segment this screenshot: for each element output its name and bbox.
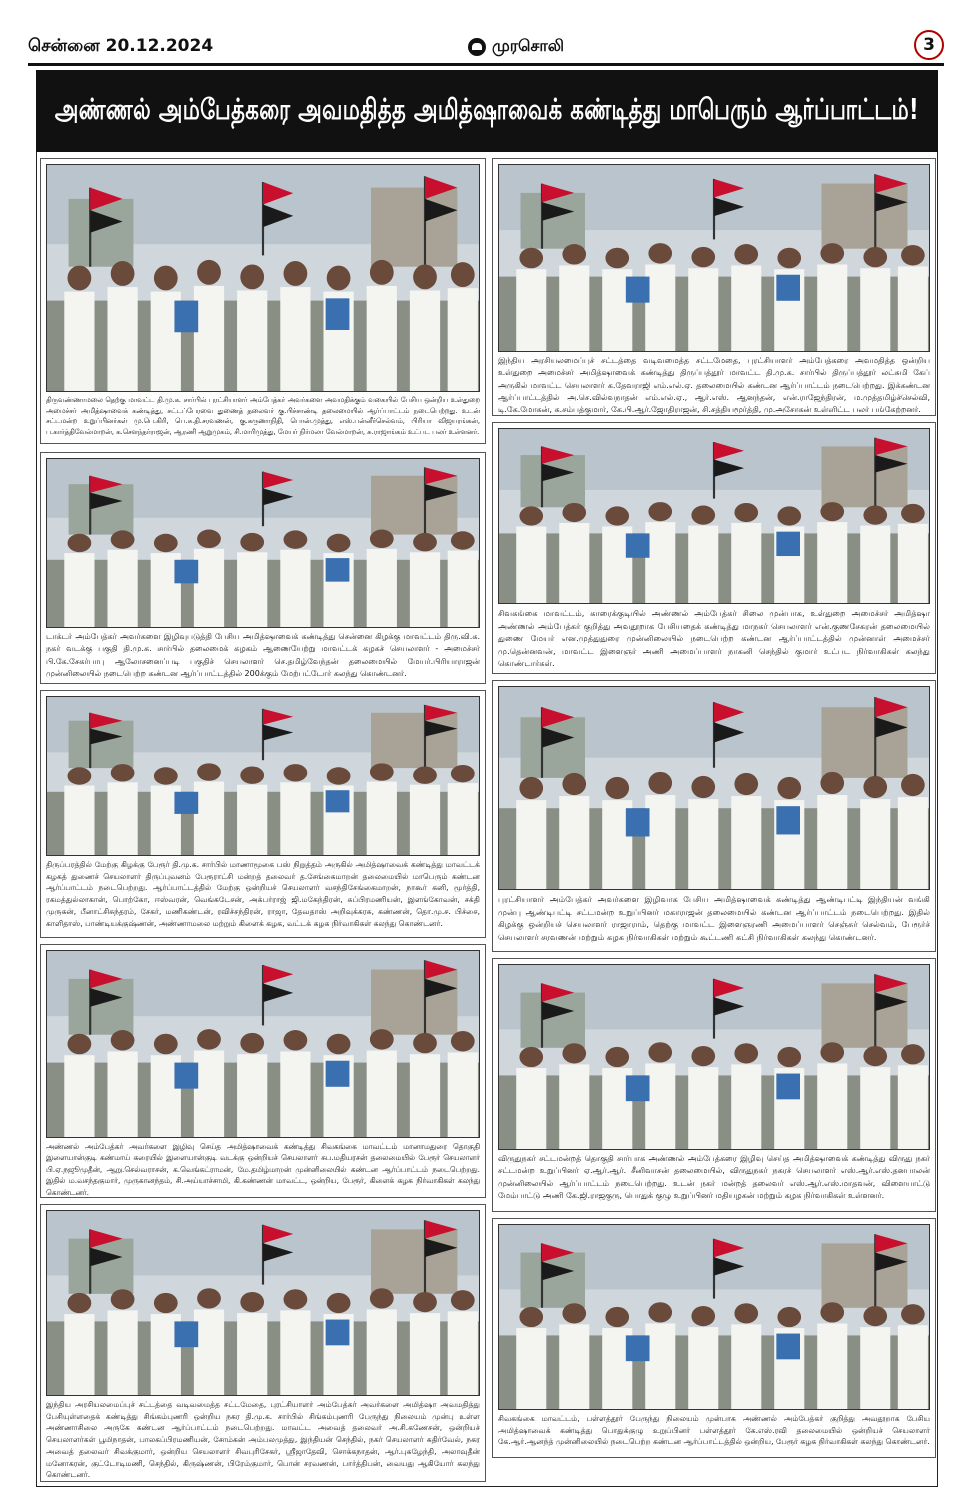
edition-date: சென்னை 20.12.2024 (28, 36, 214, 56)
newspaper-brand (468, 36, 564, 57)
protest-photo (498, 1224, 930, 1410)
headline: அண்ணல் அம்பேத்கரை அவமதித்த அமித்ஷாவைக் கண்டித்து மாபெரும் ஆர்ப்பாட்டம்! (54, 92, 920, 126)
photo-caption: இந்திய அரசியலமைப்புச் சட்டத்தை வடிவமைத்த சட்டமேதை, புரட்சியாளர் அம்பேத்கரை அவமதித்த ஒன்றிய உள்துறை அமைச்சர் அமித்ஷாவைக் கண்டித்து திருப்பத்தூர் மாவட்ட தி.மு.க. சார்பில் திருப்பத்தூர் லட்சுமி கேப் அருகில் மாவட்ட செயலாளர் க.தேவராஜி எம்.எல்.ஏ. தலைமையில் கண்டன ஆர்ப்பாட்டம் நடைபெற்றது. இக்கண்டன ஆர்ப்பாட்டத்தில் அ.செ.வில்வநாதன் எம்.எல்.ஏ., ஆர்.எஸ். ஆனந்தன், என்.ராஜேந்திரன், ம.முத்தமிழ்ச்செல்வி, டி.கே.மோகன், க.சம்பத்குமார், கே.பி.ஆர்.ஜோதிராஜன், சி.சத்தியமூர்த்தி, மு.அசோகன் உள்ளிட்ட பலர் பங்கேற்றனர். (498, 356, 930, 415)
news-photo-item (40, 452, 486, 684)
photo-caption: சிவகங்கை மாவட்டம், பள்ளத்தூர் பேருந்து நிலையம் முன்பாக அண்ணல் அம்பேத்கர் குறித்து அவதூறாக பேசிய அமித்ஷாவைக் கண்டித்து பொதுக்குழு உறுப்பினர் பள்ளத்தூர் கே.எஸ்.ரவி தலைமையில் ஒன்றியச் செயலாளர் கே.ஆர்.ஆனந்த் முன்னிலையில் நடைபெற்ற கண்டன ஆர்ப்பாட்டத்தில் ஒன்றிய, பேரூர் கழக நிர்வாகிகள் கலந்து கொண்டனர். (498, 1414, 930, 1447)
photo-caption: திருவண்ணாமலை தெற்கு மாவட்ட தி.மு.க. சார்பில் புரட்சியாளர் அம்பேத்கர் அவர்களை அவமதிக்கும் வகையில் பேசிய ஒன்றிய உள்துறை அமைச்சர் அமித்ஷாவைக் கண்டித்து, சட்டப்பேரவை துணைத் தலைவர் கு.பிச்சாண்டி தலைமையில் ஆர்ப்பாட்டம் நடைபெற்றது. உடன் சட்டமன்ற உறுப்பினர்கள் மு.பெ.கிரி, பெ.சு.தி.சரவணன், கு.கருணாநிதி, பொன்.முத்து, எஸ்.பன்னீர்செல்வம், பிரியா விஜயரங்கன், ப.கார்த்திவேல்மாறன், க.சௌந்தர்ராஜன், ஆரணி ஆறுமுகம், சி.மாரிமுத்து, மேயர் நிர்மலா வேல்மாறன், சு.ராஜாங்கம் உட்பட பலர் உள்ளனர். (46, 396, 480, 436)
news-photo-item (492, 422, 936, 674)
news-photo-item (492, 158, 936, 416)
protest-photo (46, 458, 480, 628)
news-photo-item (492, 680, 936, 952)
photo-caption: அண்ணல் அம்பேத்கர் அவர்களை இழிவு செய்த அமித்ஷாவைக் கண்டித்து சிவகங்கை மாவட்டம் மானாமதுரை தொகுதி இளையான்குடி கண்மாய் கரையில் இளையான்குடி வடக்கு ஒன்றியச் செயலாளர் சுப.மதியரசன் தலைமையில் பேரூர் செயலாளர் பி.ஏ.நஜூமுதீன், ஆறு.செல்வராசன், க.வெங்கட்ராமன், மே.தமிழ்மாறன் முன்னிலையில் கண்டன ஆர்ப்பாட்டம் நடைபெற்றது. இதில் ம.வசந்தகுமார், முருகானந்தம், சி.அய்யாச்சாமி, கி.கண்ணன் மாவட்ட, ஒன்றிய, பேரூர், கிளைக் கழக நிர்வாகிகள் கலந்து கொண்டனர். (46, 1142, 480, 1197)
photo-caption: சிவகங்கை மாவட்டம், காரைக்குடியில் அண்ணல் அம்பேத்கர் சிலை முன்பாக, உள்துறை அமைச்சர் அமித்ஷா அண்ணல் அம்பேத்கர் குறித்து அவதூறாக பேசியதைக் கண்டித்து மாநகர் செயலாளர் என்.குணசேகரன் தலைமையில் துணை மேயர் என.முத்துதுரை முன்னிலையில் நடைபெற்ற கண்டன ஆர்ப்பாட்டத்தில் முன்னாள் அமைச்சர் மு.தென்னவன், மாவட்ட இளைஞர் அணி அமைப்பாளர் நாகனி செந்தில் குமார் உட்பட நிர்வாகிகள் கலந்து கொண்டார்கள். (498, 608, 930, 669)
photo-caption: விருதுநகர் சட்டமன்றத் தொகுதி சார்பாக அண்ணல் அம்பேத்கரை இழிவு செய்த அமித்ஷாவைக் கண்டித்து விருது நகர் சட்டமன்ற உறுப்பினர் ஏ.ஆர்.ஆர். சீனிவாசன் தலைமையில், விருதுநகர் நகரச் செயலாளர் எஸ்.ஆர்.எஸ்.தனபாலன் முன்னிலையில் ஆர்ப்பாட்டம் நடைபெற்றது. உடன் நகர் மன்றத் தலைவர் எஸ்.ஆர்.எஸ்.மாதவன், விளையாட்டு மேம்பாட்டு அணி கே.ஜி.ராஜகுரு, பொதுக் குழு உறுப்பினர் மதியழகன் மற்றும் கழக நிர்வாகிகள் உள்ளனர். (498, 1154, 930, 1200)
newspaper-name: முரசொலி (492, 36, 564, 55)
photo-caption: புரட்சியாளர் அம்பேத்கர் அவர்களை இழிவாக பேசிய அமித்ஷாவைக் கண்டித்து ஆண்டிபட்டி இந்தியன் வங்கி முன்பு ஆண்டிபட்டி சட்டமன்ற உறுப்பினர் மகாராஜன் தலைமையில் கண்டன ஆர்ப்பாட்டம் நடைபெற்றது. இதில் கிழக்கு ஒன்றியச் செயலாளர் ராஜாராம், தெற்கு மாவட்ட இளைஞரணி அமைப்பாளர் செஞ்சுர் செல்வம், பேரூர்ச் செயலாளர் சரவணன் மற்றும் கழக நிர்வாகிகள் மற்றும் கூட்டணி கட்சி நிர்வாகிகள் கலந்து கொண்டனர். (498, 894, 930, 942)
masthead (28, 30, 944, 66)
masthead-rule (28, 63, 944, 66)
news-photo-item (492, 958, 936, 1212)
protest-photo (46, 1210, 480, 1396)
news-photo-item (492, 1218, 936, 1458)
protest-photo (498, 686, 930, 890)
news-photo-item (40, 944, 486, 1198)
news-photo-item (40, 158, 486, 444)
protest-photo (498, 428, 930, 604)
protest-photo (498, 964, 930, 1150)
headline-banner (36, 70, 938, 152)
photo-caption: டாக்டர் அம்பேத்கர் அவர்களை இழிவுபடுத்தி பேசிய அமித்ஷாவைக் கண்டித்து சென்னை கிழக்கு மாவட்டம் திரு.வி.க. நகர் வடக்கு பகுதி தி.மு.க. சார்பில் தலைமைக் கழகம் ஆணையேற்று மாவட்டக் கழகச் செயலாளர் - அமைச்சர் பி.கே.சேகர்பாபு ஆலோசனைப்படி பகுதிச் செயலாளர் செ.தமிழ்வேந்தன் தலைமையில் மேயர்.பிரியாராஜன் முன்னிலையில் நடைபெற்ற கண்டன ஆர்ப்பாட்டத்தில் 200க்கும் மேற்பட்டோர் கலந்து கொண்டனர். (46, 632, 480, 678)
photo-caption: இந்திய அரசியலமைப்புச் சட்டத்தை வடிவமைத்த சட்டமேதை, புரட்சியாளர் அம்பேத்கர் அவர்களை அமித்ஷா அவமதித்து பேசியுள்ளதைக் கண்டித்து சிங்கம்புணரி ஒன்றிய நகர தி.மு.க. சார்பில் சிங்கம்புணரி பேருந்து நிலையம் முன்பு உள்ள அண்ணாசிலை அருகே கண்டன ஆர்ப்பாட்டம் நடைபெற்றது. மாவட்ட அவைத் தலைவர் அ.சி.கணேசன், ஒன்றியச் செயலாளர்கள் பூமிநாதன், பாலகப்பிரமணியன், சோம்கன் அம்பலமுத்து, இந்தியன் செந்தில், நகர் செயலாளர் கதிர்வேல், நகர அவைத் தலைவர் சிவக்குமார், ஒன்றிய செயலாளர் சிவபுரிசேகர், ஸ்ரீஜாதேவி, சொக்கநாதன், ஆர்.புகழேந்தி, அலாவுதீன் மனோகரன், குட்டோடிமணி, செந்தில், கிருஷ்ணன், பிரேம்குமார், பொன் சரவணன், பார்த்திபன், வையது ஆகியோர் கலந்து கொண்டனர். (46, 1400, 480, 1480)
protest-photo (46, 164, 480, 392)
protest-photo (498, 164, 930, 352)
page-number: 3 (914, 30, 944, 60)
sun-logo-icon (468, 38, 486, 56)
news-photo-item (40, 1204, 486, 1482)
news-photo-item (40, 690, 486, 938)
photo-caption: திருப்பரத்தில் மேற்கு கிழக்கு பேரூர் தி.மு.க. சார்பில் மாணாமூகை பஸ் நிறுத்தம் அருகில் அமித்ஷாவைக் கண்டித்து மாவட்டக் கழகத் துணைச் செயலாளர் திருப்புவனம் பேரூராட்சி மன்றத் தலைவர் த.சேங்கைமாறன் தலைமையில் மாபெரும் கண்டன ஆர்ப்பாட்டம் நடைபெற்றது. ஆர்ப்பாட்டத்தில் மேற்கு ஒன்றியச் செயலாளர் வசந்திசேங்கைமாறன், நாகூர் கனி, மூர்த்தி, ரகமத்துல்லாகான், பொற்கோ, ஈஸ்வரன், வெங்கடேசன், அக்பர்ராஜ் ஜி.மகேந்திரன், சுப்பிரமணியன், இளங்கோவன், சக்தி முருகன், பீனாட்சிசுந்தரம், சேகர், மணிகண்டன், ரவிச்சந்திரன், ராஜா, தேவதாஸ் அறிவுக்கரசு, கண்ணன், தொ.மு.ச. பிச்சை, காளிதாஸ், பாண்டியக்குஷ்ணன், அண்ணாமலை மற்றும் கிளைக் கழக, வட்டக் கழக நிர்வாகிகள் கலந்து கொண்டனர். (46, 860, 480, 928)
protest-photo (46, 950, 480, 1138)
protest-photo (46, 696, 480, 856)
